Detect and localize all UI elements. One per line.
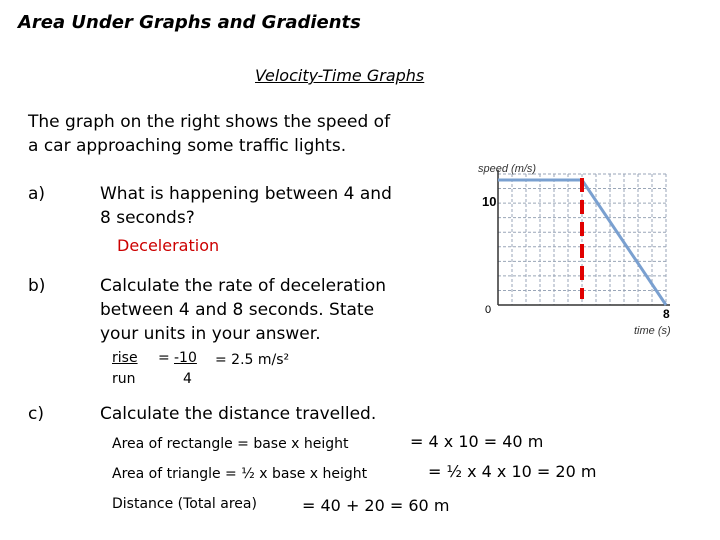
question-b-line-1: Calculate the rate of deceleration: [100, 276, 387, 296]
chart-grid: [498, 174, 666, 305]
y-axis-label: speed (m/s): [478, 163, 537, 175]
x-axis-label: time (s): [634, 325, 671, 337]
rectangle-area-label: Area of rectangle = base x height: [112, 436, 349, 452]
question-c-text: Calculate the distance travelled.: [100, 404, 377, 424]
page-title: Area Under Graphs and Gradients: [18, 12, 361, 33]
question-b-label: b): [28, 276, 46, 296]
fraction-numerator: -10: [174, 350, 197, 366]
fraction-rise: rise: [112, 350, 138, 366]
page-subtitle: Velocity-Time Graphs: [255, 66, 425, 85]
intro-line-2: a car approaching some traffic lights.: [28, 136, 347, 156]
question-a-line-1: What is happening between 4 and: [100, 184, 392, 204]
intro-line-1: The graph on the right shows the speed of: [28, 112, 391, 132]
rectangle-area-calc: = 4 x 10 = 40 m: [410, 432, 544, 451]
total-area-label: Distance (Total area): [112, 496, 257, 512]
question-b-line-2: between 4 and 8 seconds. State: [100, 300, 375, 320]
triangle-area-calc: = ½ x 4 x 10 = 20 m: [428, 462, 597, 481]
x-tick-label-8: 8: [663, 307, 670, 321]
total-area-calc: = 40 + 20 = 60 m: [302, 496, 450, 515]
triangle-area-label: Area of triangle = ½ x base x height: [112, 466, 368, 482]
velocity-time-chart: [470, 158, 690, 343]
question-c-label: c): [28, 404, 44, 424]
question-a-label: a): [28, 184, 46, 204]
fraction-equals: =: [158, 350, 170, 366]
y-tick-label-10: 10: [482, 194, 497, 209]
deceleration-result: = 2.5 m/s²: [215, 352, 290, 368]
question-b-line-3: your units in your answer.: [100, 324, 321, 344]
fraction-run: run: [112, 371, 136, 387]
fraction-denominator: 4: [183, 371, 192, 387]
y-tick-label-0: 0: [485, 304, 492, 316]
question-a-answer: Deceleration: [117, 236, 220, 255]
question-a-line-2: 8 seconds?: [100, 208, 195, 228]
